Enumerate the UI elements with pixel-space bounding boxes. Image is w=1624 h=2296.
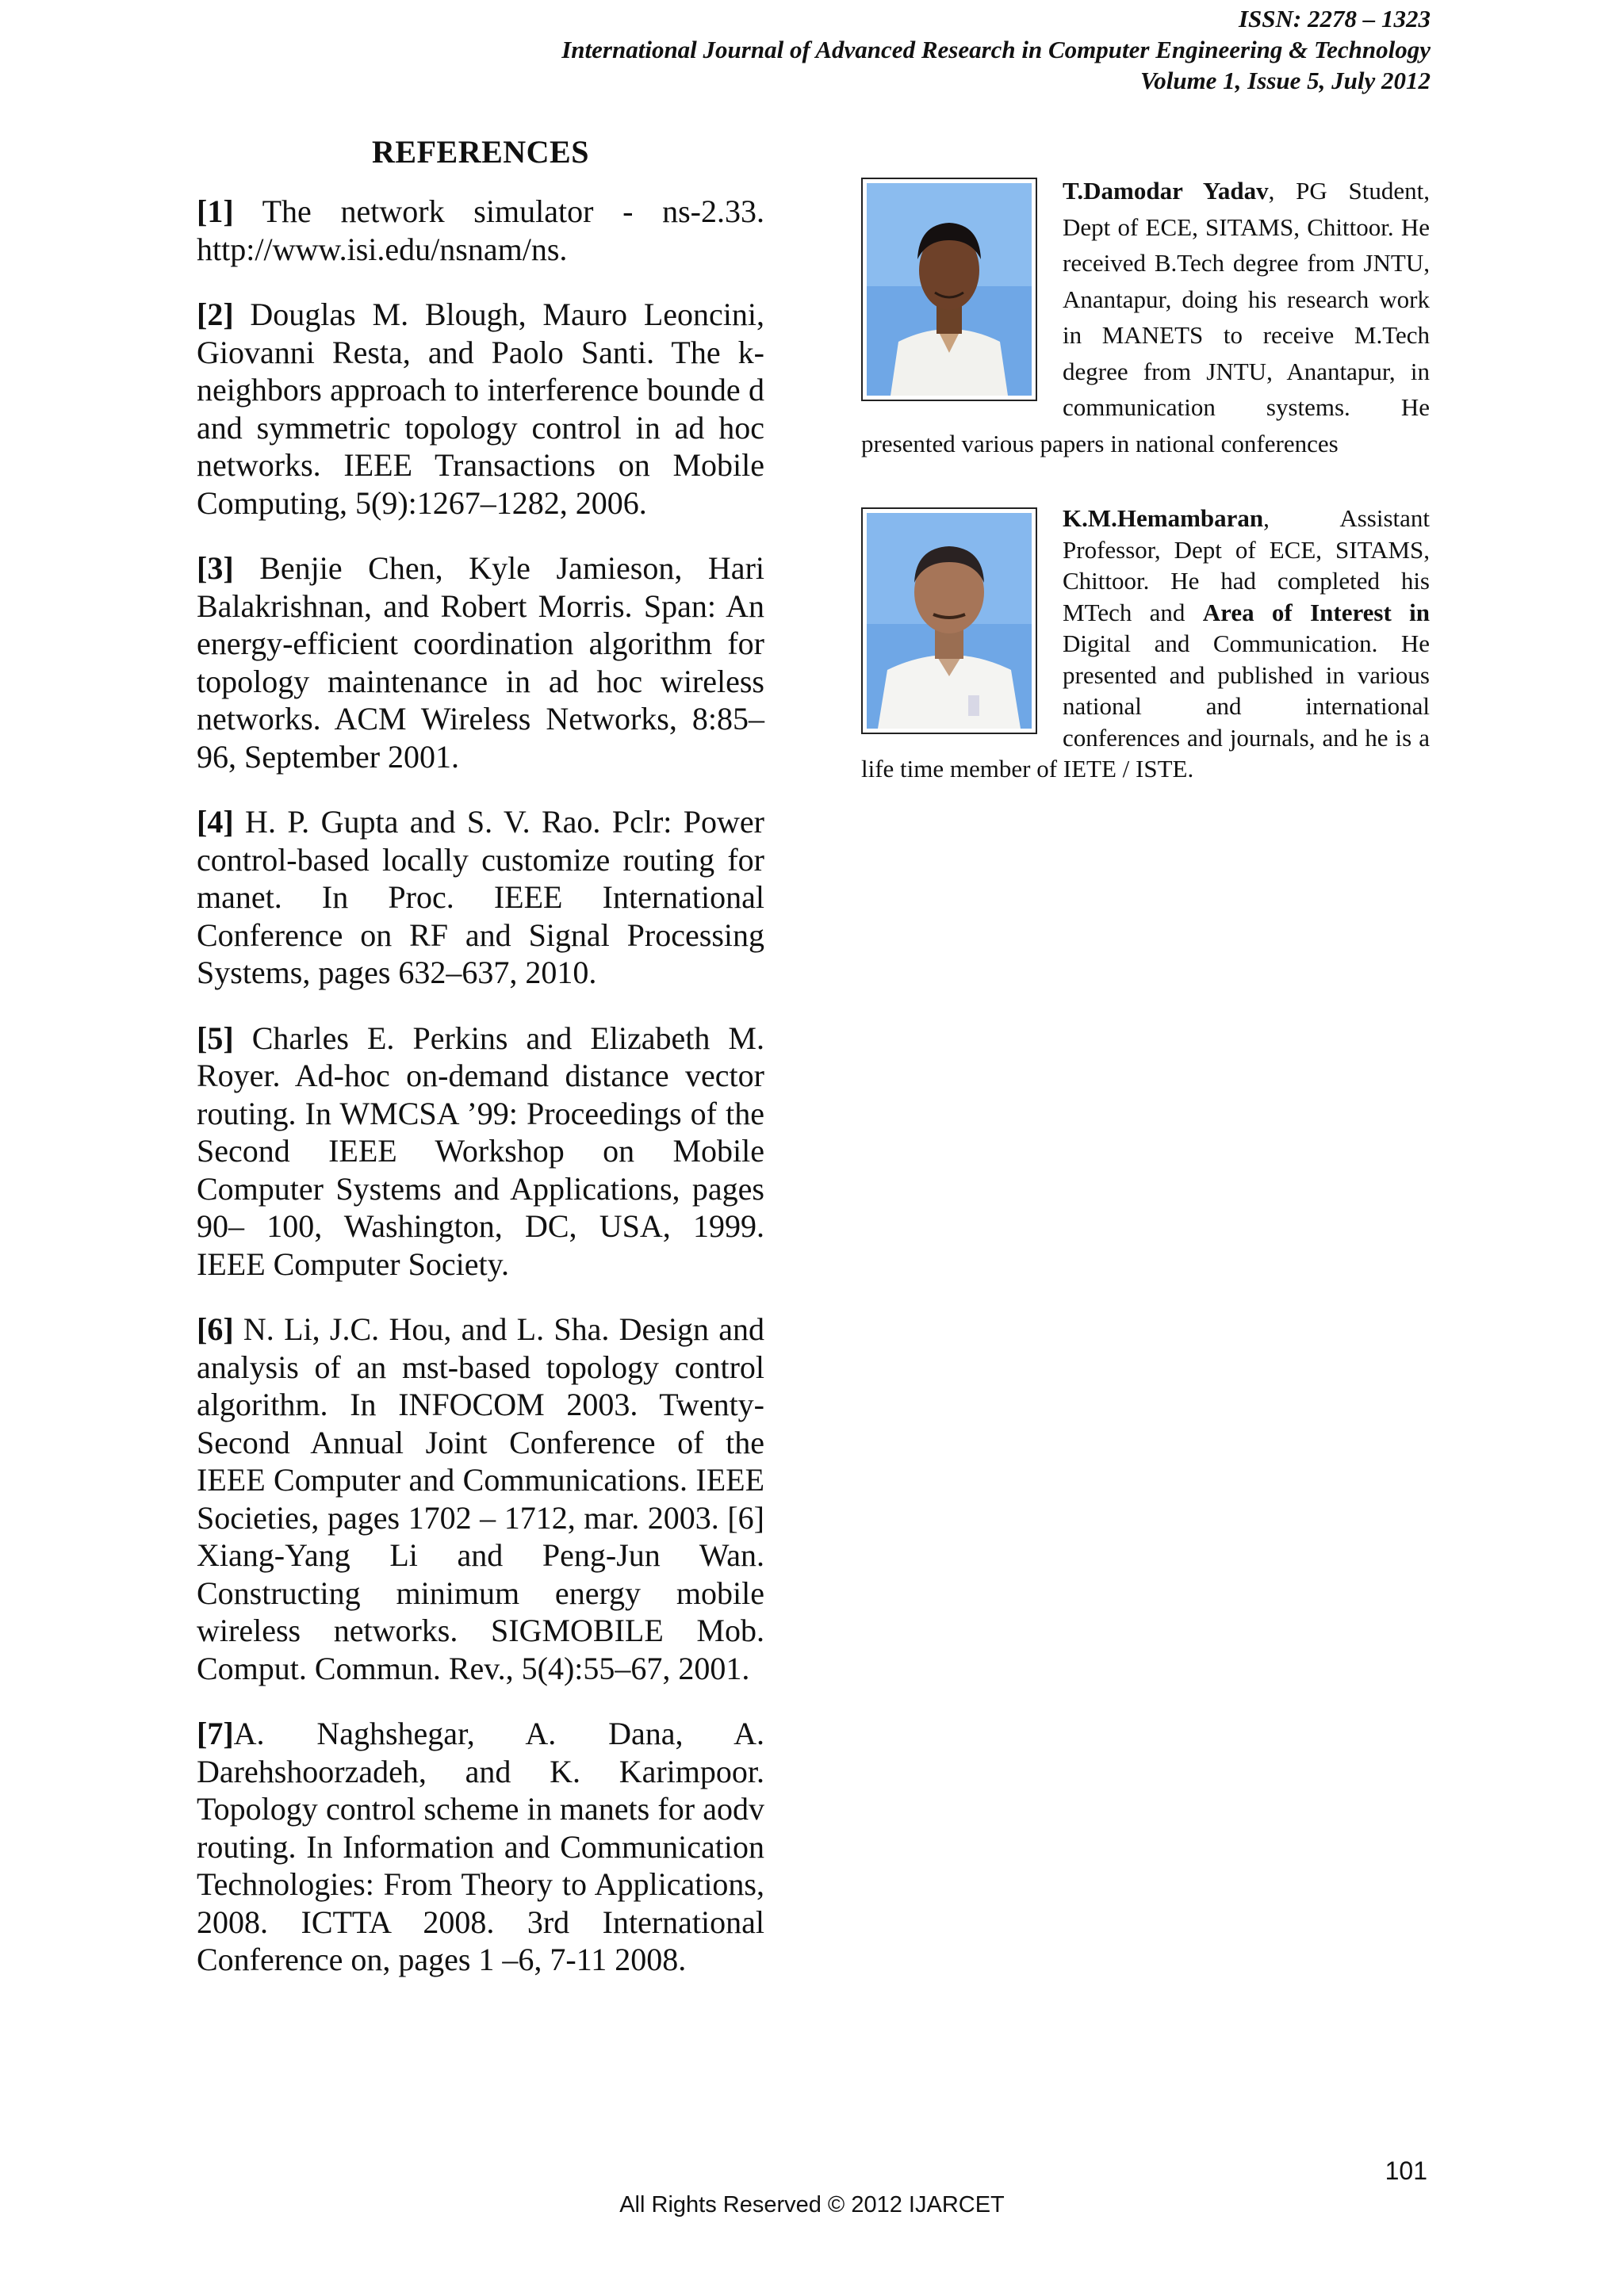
- author-bio-text-1: , PG Student, Dept of ECE, SITAMS, Chittoor. He received B.Tech degree from JNTU, Anantapur, doing his research work in MANETS to receive M.Tech degree from JNTU, Anantapur, in communication systems. He presented various papers in national conferences: [861, 177, 1430, 457]
- reference-item: [197, 803, 764, 992]
- author-bio-2: [861, 503, 1430, 785]
- reference-text: The network simulator - ns-2.33. http://www.isi.edu/nsnam/ns.: [197, 193, 764, 267]
- journal-title: International Journal of Advanced Research in Computer Engineering & Technology: [561, 36, 1431, 63]
- author-bio-text-2b: Digital and Communication. He presented and published in various national and international conferences and journals, and he is a life time member of IETE / ISTE.: [861, 629, 1430, 783]
- reference-text: A. Naghshegar, A. Dana, A. Darehshoorzadeh, and K. Karimpoor. Topology control scheme in manets for aodv routing. In Information and Communication Technologies: From Theory to Applications, 2008. ICTTA 2008. 3rd International Conference on, pages 1 –6, 7-11 2008.: [197, 1716, 764, 1977]
- references-section: [197, 133, 764, 2007]
- reference-text: N. Li, J.C. Hou, and L. Sha. Design and analysis of an mst-based topology control algorithm. In INFOCOM 2003. Twenty-Second Annual Joint Conference of the IEEE Computer and Communications. IEEE Societies, pages 1702 – 1712, mar. 2003. [6] Xiang-Yang Li and Peng-Jun Wan. Constructing minimum energy mobile wireless networks. SIGMOBILE Mob. Comput. Commun. Rev., 5(4):55–67, 2001.: [197, 1311, 764, 1686]
- reference-item: [197, 549, 764, 775]
- copyright-footer: All Rights Reserved © 2012 IJARCET: [619, 2192, 1005, 2218]
- author-photo-2: [861, 507, 1037, 734]
- reference-number: [3]: [197, 550, 234, 586]
- author-photo-1: [861, 178, 1037, 401]
- reference-number: [6]: [197, 1311, 234, 1347]
- portrait-image: [867, 513, 1032, 729]
- portrait-image: [867, 183, 1032, 396]
- reference-number: [7]: [197, 1716, 234, 1751]
- author-name-2: K.M.Hemambaran: [1063, 504, 1264, 532]
- author-bio-text-2a: , Assistant Professor, Dept of ECE, SITAMS, Chittoor. He had completed his MTech and: [1063, 504, 1430, 626]
- author-biographies: [861, 173, 1430, 785]
- reference-item: [197, 1020, 764, 1284]
- reference-number: [5]: [197, 1020, 234, 1056]
- reference-text: Douglas M. Blough, Mauro Leoncini, Giovanni Resta, and Paolo Santi. The k-neighbors approach to interference bounde d and symmetric topology control in ad hoc networks. IEEE Transactions on Mobile Computing, 5(9):1267–1282, 2006.: [197, 297, 764, 521]
- reference-number: [4]: [197, 804, 234, 840]
- reference-text: H. P. Gupta and S. V. Rao. Pclr: Power control-based locally customize routing for manet. In Proc. IEEE International Conference on RF and Signal Processing Systems, pages 632–637, 2010.: [197, 804, 764, 990]
- journal-header: [561, 3, 1431, 96]
- issn: ISSN: 2278 – 1323: [1238, 5, 1431, 33]
- page-number: 101: [1385, 2156, 1427, 2185]
- reference-item: [197, 193, 764, 268]
- author-bio-1: [861, 173, 1430, 461]
- references-heading: REFERENCES: [372, 134, 589, 170]
- reference-text: Charles E. Perkins and Elizabeth M. Royer. Ad-hoc on-demand distance vector routing. In WMCSA ’99: Proceedings of the Second IEEE Workshop on Mobile Computer Systems and Applications, pages 90– 100, Washington, DC, USA, 1999. IEEE Computer Society.: [197, 1020, 764, 1282]
- reference-number: [2]: [197, 297, 234, 332]
- area-of-interest-label: Area of Interest in: [1202, 598, 1430, 626]
- reference-text: Benjie Chen, Kyle Jamieson, Hari Balakrishnan, and Robert Morris. Span: An energy-efficient coordination algorithm for topology maintenance in ad hoc wireless networks. ACM Wireless Networks, 8:85–96, September 2001.: [197, 550, 764, 775]
- reference-item: [197, 1311, 764, 1687]
- author-name-1: T.Damodar Yadav: [1063, 177, 1269, 205]
- reference-item: [197, 1715, 764, 1979]
- reference-number: [1]: [197, 193, 234, 229]
- reference-item: [197, 296, 764, 522]
- volume-issue: Volume 1, Issue 5, July 2012: [1139, 67, 1431, 94]
